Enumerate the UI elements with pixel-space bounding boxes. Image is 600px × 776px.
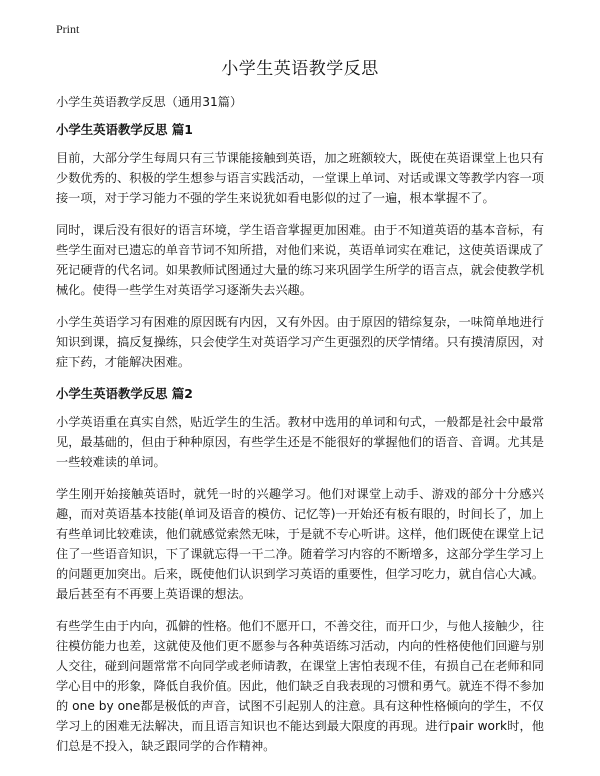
section-heading-2: 小学生英语教学反思 篇2 <box>56 386 193 401</box>
print-link[interactable]: Print <box>56 22 80 36</box>
paragraph: 有些学生由于内向，孤僻的性格。他们不愿开口，不善交往，而开口少，与他人接触少，往往模仿能力也差，这就使及他们更不愿参与各种英语练习活动，内向的性格使他们回避与别人交往，碰到问题常常不向同学或老师请教，在课堂上害怕表现不佳，有损自己在老师和同学心目中的形象，降低自我价值。因此，他们缺乏自我表现的习惯和勇气。就连不得不参加的 one by one都是极低的声音，试图不引起别人的注意。具有这种性格倾向的学生，不仅学习上的困难无法解决，而且语言知识也不能达到最大限度的再现。进行pair work时，他们总是不投入，缺乏跟同学的合作精神。 <box>56 619 544 753</box>
paragraph: 小学英语重在真实自然，贴近学生的生活。教材中选用的单词和句式，一般都是社会中最常见，最基础的，但由于种种原因，有些学生还是不能很好的掌握他们的语音、音调。尤其是一些较难读的单词。 <box>56 415 544 469</box>
paragraph: 同时，课后没有很好的语言环境，学生语音掌握更加困难。由于不知道英语的基本音标，有些学生面对已遗忘的单音节词不知所措，对他们来说，英语单词实在难记，这使英语课成了死记硬背的代名词。如果教师试图通过大量的练习来巩固学生所学的语言点，就会使教学机械化。使得一些学生对英语学习逐渐失去兴趣。 <box>56 223 544 297</box>
page-title: 小学生英语教学反思 <box>221 59 379 79</box>
section-heading-1: 小学生英语教学反思 篇1 <box>56 122 193 137</box>
paragraph: 小学生英语学习有困难的原因既有内因，又有外因。由于原因的错综复杂，一味简单地进行知识到课，搞反复操练，只会使学生对英语学习产生更强烈的厌学情绪。只有摸清原因，对症下药，才能解决困难。 <box>56 315 544 369</box>
document-body <box>56 92 544 768</box>
paragraph: 学生刚开始接触英语时，就凭一时的兴趣学习。他们对课堂上动手、游戏的部分十分感兴趣，而对英语基本技能(单词及语音的模仿、记忆等)一开始还有板有眼的，时间长了，加上有些单词比较难读，他们就感觉索然无味，于是就不专心听讲。这样，他们既使在课堂上记住了一些语音知识，下了课就忘得一干二净。随着学习内容的不断增多，这部分学生学习上的问题更加突出。后来，既使他们认识到学习英语的重要性，但学习吃力，就自信心大减。最后甚至有不再要上英语课的想法。 <box>56 487 544 601</box>
document-subtitle: 小学生英语教学反思（通用31篇） <box>56 95 243 109</box>
paragraph: 目前，大部分学生每周只有三节课能接触到英语，加之班额较大，既使在英语课堂上也只有少数优秀的、积极的学生想参与语言实践活动，一堂课上单词、对话或课文等教学内容一项接一项，对于学习能力不强的学生来说犹如看电影似的过了一遍，根本掌握不了。 <box>56 151 544 205</box>
